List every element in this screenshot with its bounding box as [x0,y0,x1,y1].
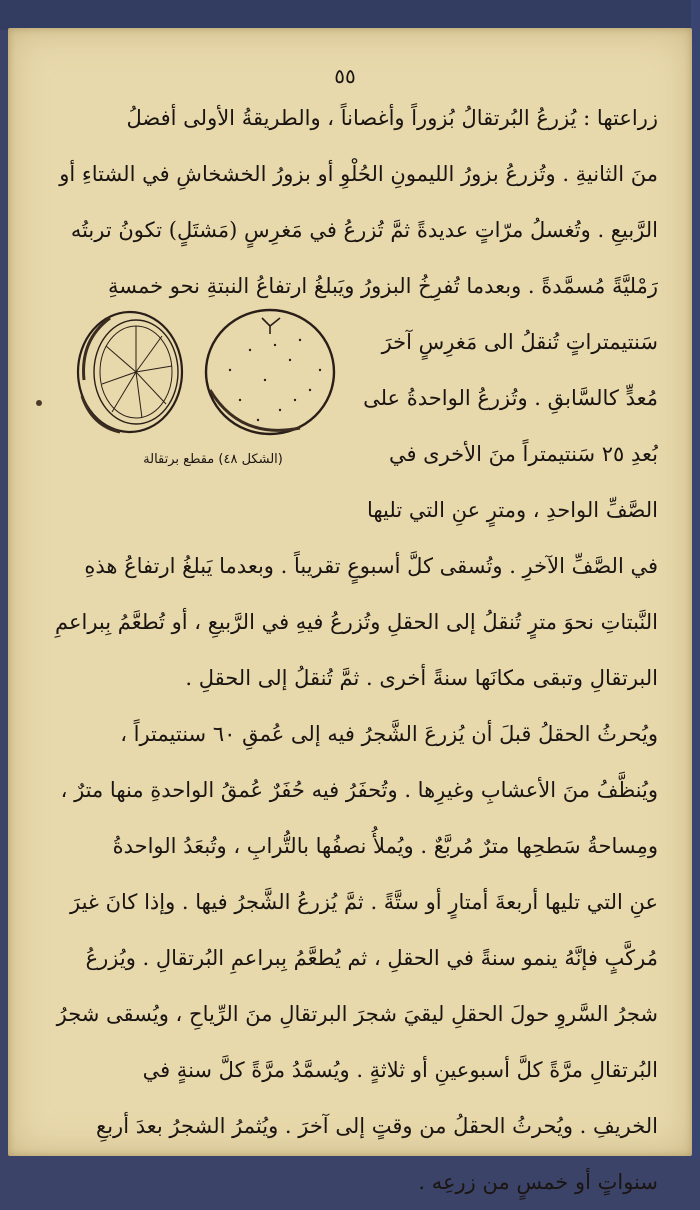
text-line-19: الخريفِ . ويُحرثُ الحقلُ من وقتٍ إلى آخرَ . ويُثمرُ الشجرُ بعدَ أربعِ [96,1114,658,1138]
text-line-3: الرَّبيعِ . وتُغسلُ مرّاتٍ عديدةً ثمَّ تُزرعُ في مَغرِسٍ (مَشتَلٍ) تكونُ تربتُه [70,218,658,242]
text-line-13: ويُنظَّفُ منَ الأعشابِ وغيرِها . وتُحفَرُ فيه حُفَرٌ عُمقُ الواحدةِ منها مترٌ ، [60,778,658,802]
right-binding-edge [691,0,700,1159]
text-line-14: ومِساحةُ سَطحِها مترٌ مُربَّعٌ . ويُملأُ نصفُها بالتُّرابِ ، وتُبعَدُ الواحدةُ [112,834,658,858]
text-line-18: البُرتقالِ مرَّةً كلَّ أسبوعينِ أو ثلاثةٍ . ويُسمَّدُ مرَّةً كلَّ سنةٍ في [142,1058,658,1082]
orange-illustration [70,300,360,445]
text-line-6: مُعدٍّ كالسَّابقِ . وتُزرعُ الواحدةُ على [363,386,658,410]
text-line-12: ويُحرثُ الحقلُ قبلَ أن يُزرعَ الشَّجرُ فيه إلى عُمقِ ٦٠ سنتيمتراً ، [120,722,658,746]
text-line-8: الصَّفِّ الواحدِ ، ومترٍ عنِ التي تليها [366,498,658,522]
text-line-15: عنِ التي تليها أربعةَ أمتارٍ أو ستَّةً . ثمَّ يُزرعُ الشَّجرُ فيها . وإذا كانَ غيرَ [70,890,658,914]
orange-section-drawing [78,312,182,432]
page-number: ٥٥ [334,64,356,88]
whole-orange-drawing [206,310,334,434]
text-line-7: بُعدِ ٢٥ سَنتيمتراً منَ الأخرى في [388,442,658,466]
text-line-1: زراعتها : يُزرعُ البُرتقالُ بُزوراً وأغصاناً ، والطريقةُ الأولى أفضلُ [126,106,658,130]
text-line-10: النَّبتاتِ نحوَ مترٍ تُنقلُ إلى الحقلِ وتُزرعُ فيهِ في الرَّبيعِ ، أو تُطعَّمُ بِبراعمِ [54,610,658,634]
top-binding-edge [0,0,700,30]
text-line-11: البرتقالِ وتبقى مكانَها سنةً أخرى . ثمَّ تُنقلُ إلى الحقلِ . [185,666,658,690]
text-line-16: مُركَّبٍ فإنَّهُ ينمو سنةً في الحقلِ ، ثم يُطعَّمُ بِبراعمِ البُرتقالِ . ويُزرعُ [85,946,658,970]
page-hole [36,400,42,406]
text-line-9: في الصَّفِّ الآخرِ . وتُسقى كلَّ أسبوعٍ تقريباً . وبعدما يَبلغُ ارتفاعُ هذهِ [84,554,658,578]
text-line-4: رَمْليَّةً مُسمَّدةً . وبعدما تُفرِخُ البزورُ ويَبلغُ ارتفاعُ النبتةِ نحو خمسةِ [107,274,658,298]
text-line-5: سَنتيمتراتٍ تُنقلُ الى مَغرِسٍ آخرَ [381,330,658,354]
text-line-20: سنواتٍ أو خمسٍ من زرعِه . [418,1170,658,1194]
text-line-17: شجرُ السَّروِ حولَ الحقلِ ليقيَ شجرَ البرتقالِ منَ الرِّياحِ ، ويُسقى شجرُ [56,1002,658,1026]
text-line-2: منَ الثانيةِ . وتُزرعُ بزورُ الليمونِ الحُلْوِ أو بزورُ الخشخاشِ في الشتاءِ أو [59,162,658,186]
figure-caption: (الشكل ٤٨) مقطع برتقالة [143,452,283,467]
